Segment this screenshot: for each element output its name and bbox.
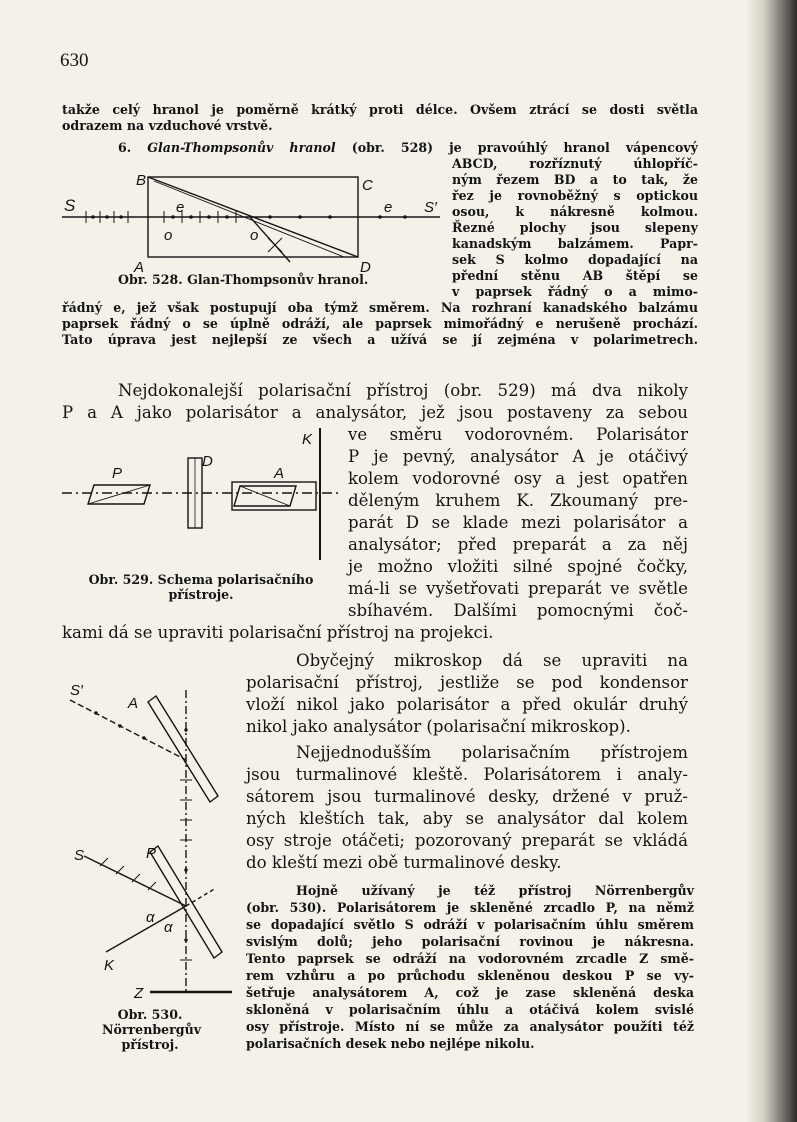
- text-line: řádný e, jež však postupují oba týmž směrem. Na rozhraní kanadského balzámu: [62, 300, 698, 315]
- text-line: osy přístroje. Místo ní se může za analysátor použíti též: [246, 1019, 694, 1034]
- text-line: P je pevný, analysátor A je otáčivý: [348, 447, 688, 466]
- text-line: odrazem na vzduchové vrstvě.: [62, 118, 273, 133]
- text-line: kolem vodorovné osy a jest opatřen: [348, 469, 688, 488]
- label-c: C: [362, 177, 373, 194]
- text-line: polarisačních desek nebo nejlépe nikolu.: [246, 1036, 535, 1051]
- text-line: kanadským balzámem. Papr-: [452, 236, 698, 251]
- text-line: Řezné plochy jsou slepeny: [452, 220, 698, 235]
- label-p: P: [112, 465, 123, 482]
- caption-line: Obr. 529. Schema polarisačního: [88, 572, 314, 587]
- figure-528-labels: [64, 172, 438, 276]
- text-line: parát D se klade mezi polarisátor a: [348, 513, 688, 532]
- text-line: Tento paprsek se odráží na vodorovném zrcadle Z smě-: [246, 951, 694, 966]
- label-s: S: [74, 847, 85, 864]
- label-d: D: [360, 259, 371, 276]
- label-d: D: [202, 453, 213, 470]
- text-line: Hojně užívaný je též přístroj Nörrenbergův: [296, 883, 694, 898]
- label-p: P: [146, 845, 157, 862]
- text-line: ve směru vodorovném. Polarisátor: [348, 425, 688, 444]
- text-line: ABCD, rozříznutý úhlopříč-: [452, 156, 698, 171]
- text-line: Nejjednodušším polarisačním přístrojem: [296, 743, 688, 762]
- label-o1: o: [164, 227, 173, 244]
- text-line: šetřuje analysátorem A, což je zase skleněná deska: [246, 985, 694, 1000]
- text-line: paprsek řádný o se úplně odráží, ale paprsek mimořádný e nerušeně prochází.: [62, 316, 698, 331]
- text-line: analysátor; před preparát a za něj: [348, 535, 688, 554]
- caption-line: přístroj.: [121, 1037, 179, 1052]
- label-a: A: [274, 465, 285, 482]
- label-e2: e: [384, 199, 393, 216]
- label-z: Z: [134, 985, 144, 1002]
- text-line: do kleští mezi obě turmalinové desky.: [246, 853, 562, 872]
- text-line: polarisační přístroj, jestliže se pod kondensor: [246, 673, 688, 692]
- item-number: 6.: [118, 140, 132, 155]
- text-line: ným řezem BD a to tak, že: [452, 172, 698, 187]
- text-line: skloněná v polarisačním úhlu a otáčivá kolem svislé: [246, 1002, 694, 1017]
- text-line: kami dá se upraviti polarisační přístroj na projekci.: [62, 623, 494, 642]
- label-e1: e: [176, 199, 185, 216]
- caption-line: přístroje.: [168, 587, 234, 602]
- label-a: A: [128, 695, 139, 712]
- figure-530-labels: [70, 682, 173, 1002]
- glan-title: Glan-Thompsonův hranol: [147, 140, 336, 155]
- text-line: Obyčejný mikroskop dá se upraviti na: [296, 651, 688, 670]
- text-line: P a A jako polarisátor a analysátor, jež jsou postaveny za sebou: [62, 403, 688, 422]
- caption-line: Obr. 530.: [117, 1007, 183, 1022]
- text-line: osou, k nákresně kolmou.: [452, 204, 698, 219]
- text-line: sek S kolmo dopadající na: [452, 252, 698, 267]
- label-s-prime: S′: [70, 682, 83, 699]
- text-line: osy stroje otáčeti; pozorovaný preparát se vkládá: [246, 831, 688, 850]
- text-line: Nejdokonalejší polarisační přístroj (obr. 529) má dva nikoly: [118, 381, 688, 400]
- text-line: má-li se vyšetřovati preparát ve světle: [348, 579, 688, 598]
- text-line: ných kleštích tak, aby se analysátor dal kolem: [246, 809, 688, 828]
- text-line: se dopadající světlo S odráží v polarisačním úhlu směrem: [246, 917, 694, 932]
- incident-ray: [84, 856, 186, 906]
- figure-528: [62, 177, 440, 262]
- label-alpha2: α: [164, 919, 173, 936]
- figure-529-labels: [112, 431, 313, 482]
- page-number: 630: [60, 50, 89, 71]
- text-line: nikol jako analysátor (polarisační mikroskop).: [246, 717, 631, 736]
- text-line: řez je rovnoběžný s optickou: [452, 188, 698, 203]
- label-s: S: [64, 196, 76, 215]
- text-span: (obr. 528) je pravoúhlý hranol vápencový: [351, 140, 698, 155]
- label-b: B: [136, 172, 147, 189]
- label-k: K: [302, 431, 313, 448]
- text-line: (obr. 530). Polarisátorem je skleněné zrcadlo P, na němž: [246, 900, 694, 915]
- analysator-plate: [148, 696, 218, 802]
- label-a: A: [134, 259, 145, 276]
- text-line: děleným kruhem K. Zkoumaný pre-: [348, 491, 688, 510]
- label-o2: o: [250, 227, 259, 244]
- text-line: rem vzhůru a po průchodu skleněnou deskou P se vy-: [246, 968, 694, 983]
- label-s-prime: S′: [424, 199, 437, 216]
- text-line: je možno vložiti silné spojné čočky,: [348, 557, 688, 576]
- label-alpha1: α: [146, 909, 155, 926]
- figure-caption-528: Obr. 528. Glan-Thompsonův hranol.: [118, 272, 369, 287]
- text-line: přední stěnu AB štěpí se: [452, 268, 698, 283]
- text-line: vloží nikol jako polarisátor a před okulár druhý: [246, 695, 688, 714]
- figure-529: [62, 428, 340, 560]
- text-line: v paprsek řádný o a mimo-: [452, 284, 698, 299]
- text-line: jsou turmalinové kleště. Polarisátorem i analy-: [246, 765, 688, 784]
- text-line: Tato úprava jest nejlepší ze všech a užívá se jí zejména v polarimetrech.: [62, 332, 698, 347]
- text-line: sbíhavém. Dalšími pomocnými čoč-: [348, 601, 688, 620]
- text-line: sátorem jsou turmalinové desky, držené v pruž-: [246, 787, 688, 806]
- label-k: K: [104, 957, 115, 974]
- figure-530: [70, 690, 232, 992]
- text-line: takže celý hranol je poměrně krátký proti délce. Ovšem ztrácí se dosti světla: [62, 102, 698, 117]
- text-line: svislým dolů; jeho polarisační rovinou je nákresna.: [246, 934, 694, 949]
- caption-line: Nörrenbergův: [102, 1022, 202, 1037]
